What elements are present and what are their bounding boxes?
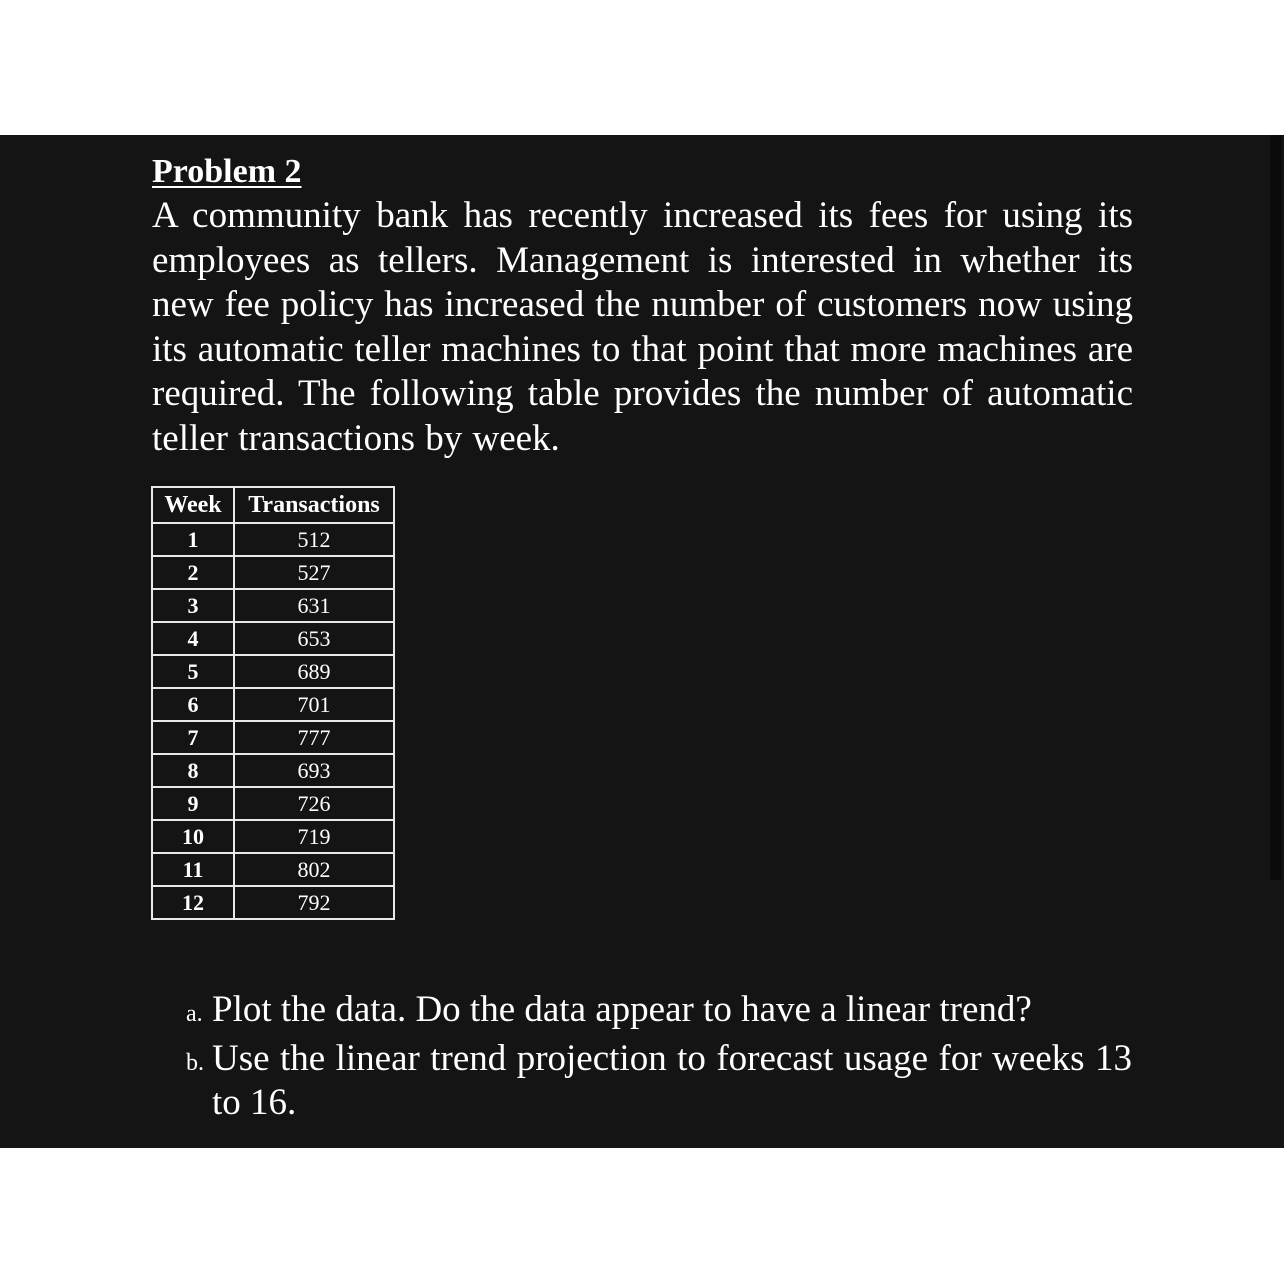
- table-row: [152, 556, 394, 589]
- transactions-cell: 726: [234, 787, 394, 820]
- question-b: [186, 1037, 1132, 1126]
- transactions-cell: 719: [234, 820, 394, 853]
- week-cell: 12: [152, 886, 234, 919]
- transactions-cell: 802: [234, 853, 394, 886]
- transactions-cell: 701: [234, 688, 394, 721]
- table-header-row: [152, 487, 394, 523]
- week-cell: 8: [152, 754, 234, 787]
- table-row: [152, 721, 394, 754]
- transactions-cell: 512: [234, 523, 394, 556]
- transactions-cell: 527: [234, 556, 394, 589]
- transactions-cell: 792: [234, 886, 394, 919]
- table-row: [152, 886, 394, 919]
- problem-content: [152, 150, 1133, 461]
- transactions-table: [151, 486, 395, 920]
- table-body: [152, 523, 394, 919]
- week-cell: 9: [152, 787, 234, 820]
- table-row: [152, 820, 394, 853]
- question-label: b.: [186, 1049, 204, 1076]
- table-row: [152, 853, 394, 886]
- week-cell: 3: [152, 589, 234, 622]
- transactions-cell: 693: [234, 754, 394, 787]
- transactions-cell: 631: [234, 589, 394, 622]
- week-cell: 1: [152, 523, 234, 556]
- table-row: [152, 688, 394, 721]
- problem-title: Problem 2: [152, 153, 302, 190]
- table-row: [152, 754, 394, 787]
- table-row: [152, 787, 394, 820]
- table-row: [152, 589, 394, 622]
- week-cell: 7: [152, 721, 234, 754]
- question-text: Use the linear trend projection to forecast usage for weeks 13 to 16.: [212, 1037, 1132, 1123]
- questions-list: [186, 988, 1132, 1126]
- week-cell: 2: [152, 556, 234, 589]
- table-row: [152, 655, 394, 688]
- scrollbar[interactable]: [1270, 135, 1282, 880]
- week-cell: 5: [152, 655, 234, 688]
- week-column-header: Week: [152, 487, 234, 523]
- transactions-cell: 653: [234, 622, 394, 655]
- week-cell: 6: [152, 688, 234, 721]
- table-row: [152, 622, 394, 655]
- week-cell: 10: [152, 820, 234, 853]
- question-text: Plot the data. Do the data appear to have a linear trend?: [212, 989, 1032, 1030]
- transactions-column-header: Transactions: [234, 487, 394, 523]
- transactions-cell: 777: [234, 721, 394, 754]
- question-a: [186, 988, 1132, 1037]
- transactions-cell: 689: [234, 655, 394, 688]
- problem-paragraph: A community bank has recently increased its fees for using its employees as tellers. Management is interested in whether its new fee policy has increased the number of customers now using its automatic teller machines to that point that more machines are required. The following table provides the number of automatic teller transactions by week.: [152, 195, 1133, 459]
- week-cell: 11: [152, 853, 234, 886]
- question-label: a.: [186, 1001, 203, 1027]
- week-cell: 4: [152, 622, 234, 655]
- table-row: [152, 523, 394, 556]
